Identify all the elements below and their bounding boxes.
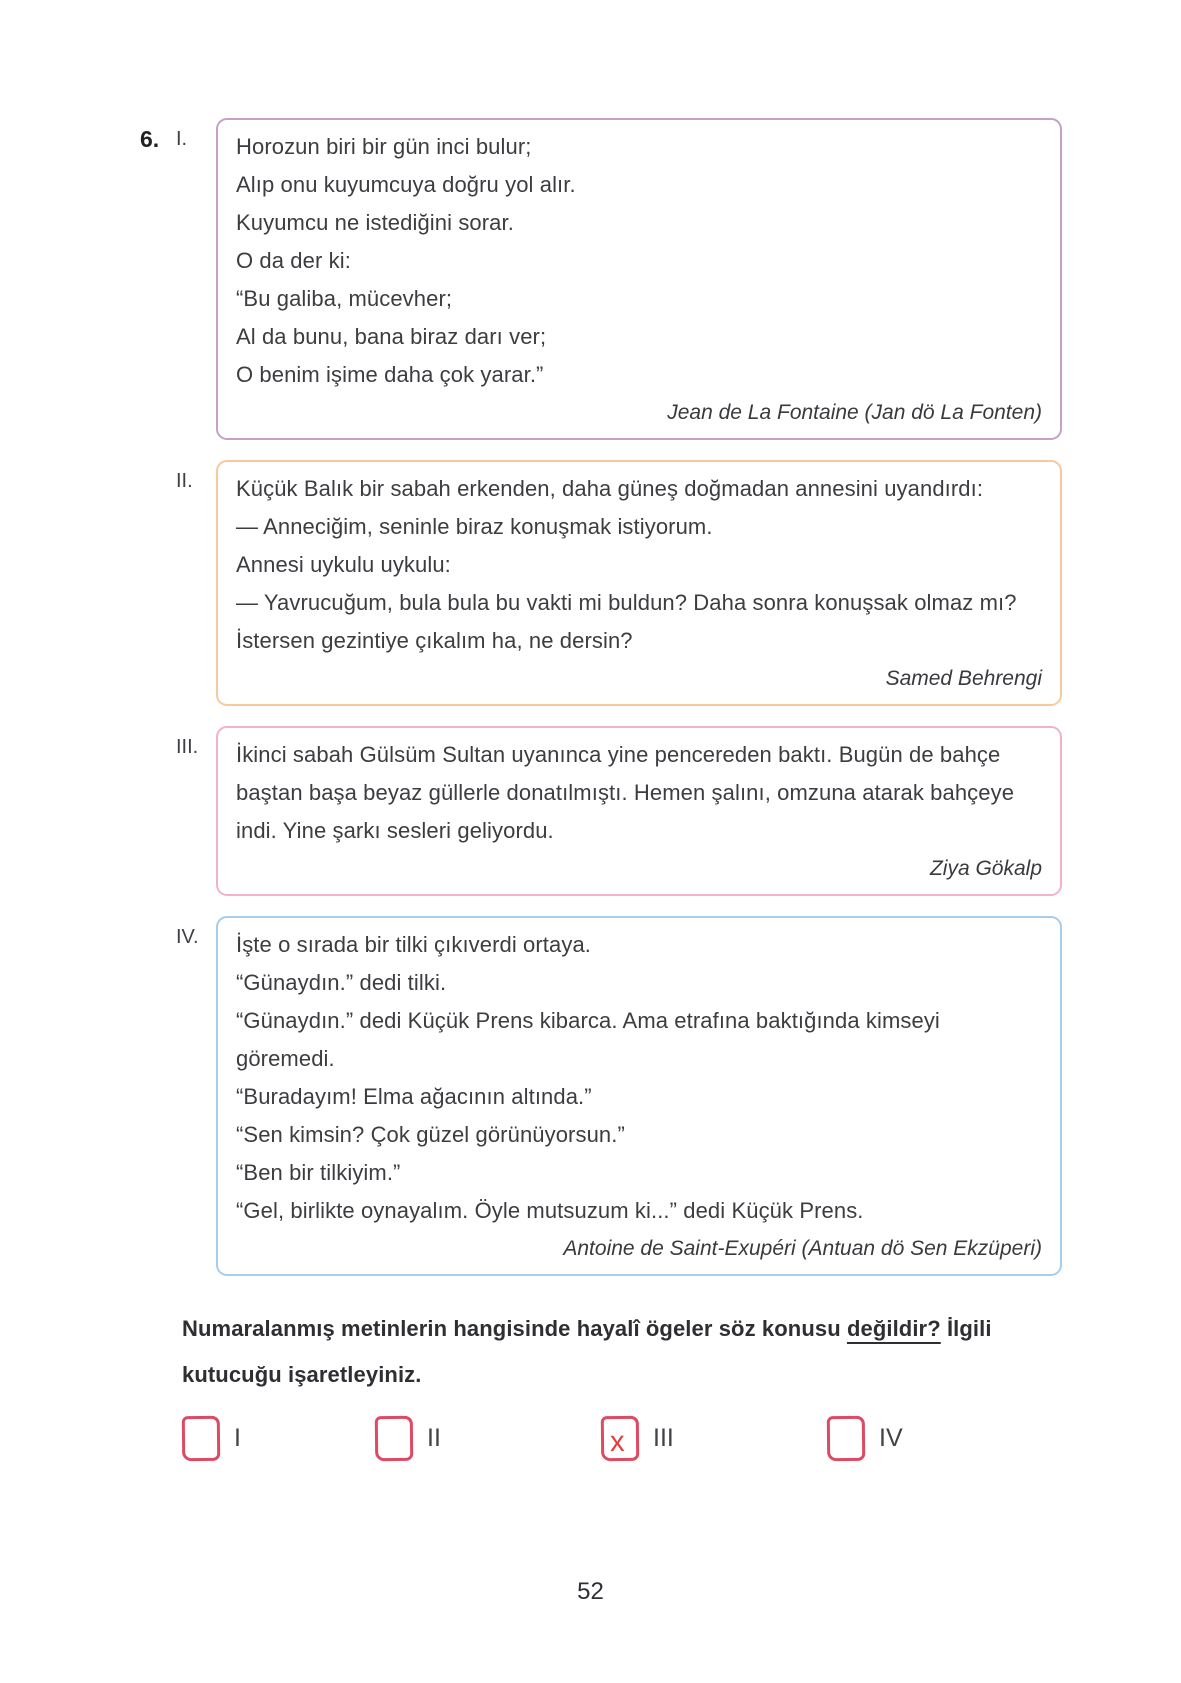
- passage-line: “Gel, birlikte oynayalım. Öyle mutsuzum ki...” dedi Küçük Prens.: [236, 1198, 864, 1223]
- passage-box-4: [216, 916, 1062, 1276]
- passage-line: “Bu galiba, mücevher;: [236, 286, 453, 311]
- question-prompt-line2: kutucuğu işaretleyiniz.: [182, 1362, 422, 1387]
- passage-line: — Yavrucuğum, bula bula bu vakti mi buldun? Daha sonra konuşsak olmaz mı? İstersen gezintiye çıkalım ha, ne dersin?: [236, 590, 1017, 653]
- passage-line: — Anneciğim, seninle biraz konuşmak istiyorum.: [236, 514, 713, 539]
- passage-attribution-3: Ziya Gökalp: [929, 857, 1042, 880]
- option-checkbox-III[interactable]: [601, 1416, 639, 1461]
- passage-line: Alıp onu kuyumcuya doğru yol alır.: [236, 172, 576, 197]
- passage-label-4: IV.: [176, 926, 199, 948]
- passage-attribution-1: Jean de La Fontaine (Jan dö La Fonten): [667, 401, 1042, 424]
- option-checkbox-IV[interactable]: [827, 1416, 865, 1461]
- option-label-II: II: [427, 1424, 441, 1452]
- question-prompt-text: Numaralanmış metinlerin hangisinde hayalî ögeler söz konusu: [182, 1316, 847, 1341]
- passage-line: O benim işime daha çok yarar.”: [236, 362, 544, 387]
- passage-label-2: II.: [176, 470, 193, 492]
- passage-row-1: [140, 118, 1062, 440]
- passage-attribution-4: Antoine de Saint-Exupéri (Antuan dö Sen Ekzüperi): [563, 1237, 1042, 1260]
- option-label-I: I: [234, 1424, 241, 1452]
- passage-gutter: [140, 460, 216, 706]
- page-number: 52: [577, 1578, 604, 1605]
- x-mark-icon: x: [609, 1425, 625, 1459]
- passage-box-1: [216, 118, 1062, 440]
- option-checkbox-II[interactable]: [375, 1416, 413, 1461]
- answer-option-IV: [827, 1416, 1053, 1461]
- passage-attribution-2: Samed Behrengi: [885, 667, 1042, 690]
- passage-line: “Buradayım! Elma ağacının altında.”: [236, 1084, 592, 1109]
- option-label-IV: IV: [879, 1424, 903, 1452]
- question-prompt-underlined-word: değildir?: [846, 1316, 941, 1341]
- answer-options-row: [182, 1416, 1062, 1461]
- passage-line: “Ben bir tilkiyim.”: [236, 1160, 401, 1185]
- passage-gutter: [140, 726, 216, 896]
- passage-line: Küçük Balık bir sabah erkenden, daha güneş doğmadan annesini uyandırdı:: [236, 476, 984, 501]
- passage-line: Annesi uykulu uykulu:: [236, 552, 451, 577]
- question-prompt: [182, 1306, 1062, 1398]
- passage-line: Horozun biri bir gün inci bulur;: [236, 134, 532, 159]
- passages-container: [140, 118, 1062, 1276]
- question-prompt-tail: İlgili: [940, 1316, 992, 1341]
- question-6-block: [140, 118, 1062, 1461]
- passage-label-3: III.: [176, 736, 199, 758]
- passage-line: O da der ki:: [236, 248, 351, 273]
- answer-option-I: [182, 1416, 375, 1461]
- passage-line: “Günaydın.” dedi Küçük Prens kibarca. Ama etrafına baktığında kimseyi göremedi.: [236, 1008, 940, 1071]
- passage-line: “Günaydın.” dedi tilki.: [236, 970, 447, 995]
- answer-option-II: [375, 1416, 601, 1461]
- passage-line: İşte o sırada bir tilki çıkıverdi ortaya.: [236, 932, 592, 957]
- passage-label-1: I.: [176, 128, 188, 150]
- passage-line: Kuyumcu ne istediğini sorar.: [236, 210, 514, 235]
- option-label-III: III: [653, 1424, 674, 1452]
- passage-line: İkinci sabah Gülsüm Sultan uyanınca yine pencereden baktı. Bugün de bahçe baştan başa beyaz güllerle donatılmıştı. Hemen şalını, omzuna atarak bahçeye indi. Yine şarkı sesleri geliyordu.: [236, 742, 1015, 843]
- passage-box-3: [216, 726, 1062, 896]
- passage-row-2: [140, 460, 1062, 706]
- question-number: 6.: [140, 126, 160, 152]
- passage-row-3: [140, 726, 1062, 896]
- answer-option-III: [601, 1416, 827, 1461]
- passage-line: Al da bunu, bana biraz darı ver;: [236, 324, 547, 349]
- passage-box-2: [216, 460, 1062, 706]
- passage-row-4: [140, 916, 1062, 1276]
- passage-gutter: [140, 916, 216, 1276]
- option-checkbox-I[interactable]: [182, 1416, 220, 1461]
- passage-line: “Sen kimsin? Çok güzel görünüyorsun.”: [236, 1122, 625, 1147]
- passage-gutter: [140, 118, 216, 440]
